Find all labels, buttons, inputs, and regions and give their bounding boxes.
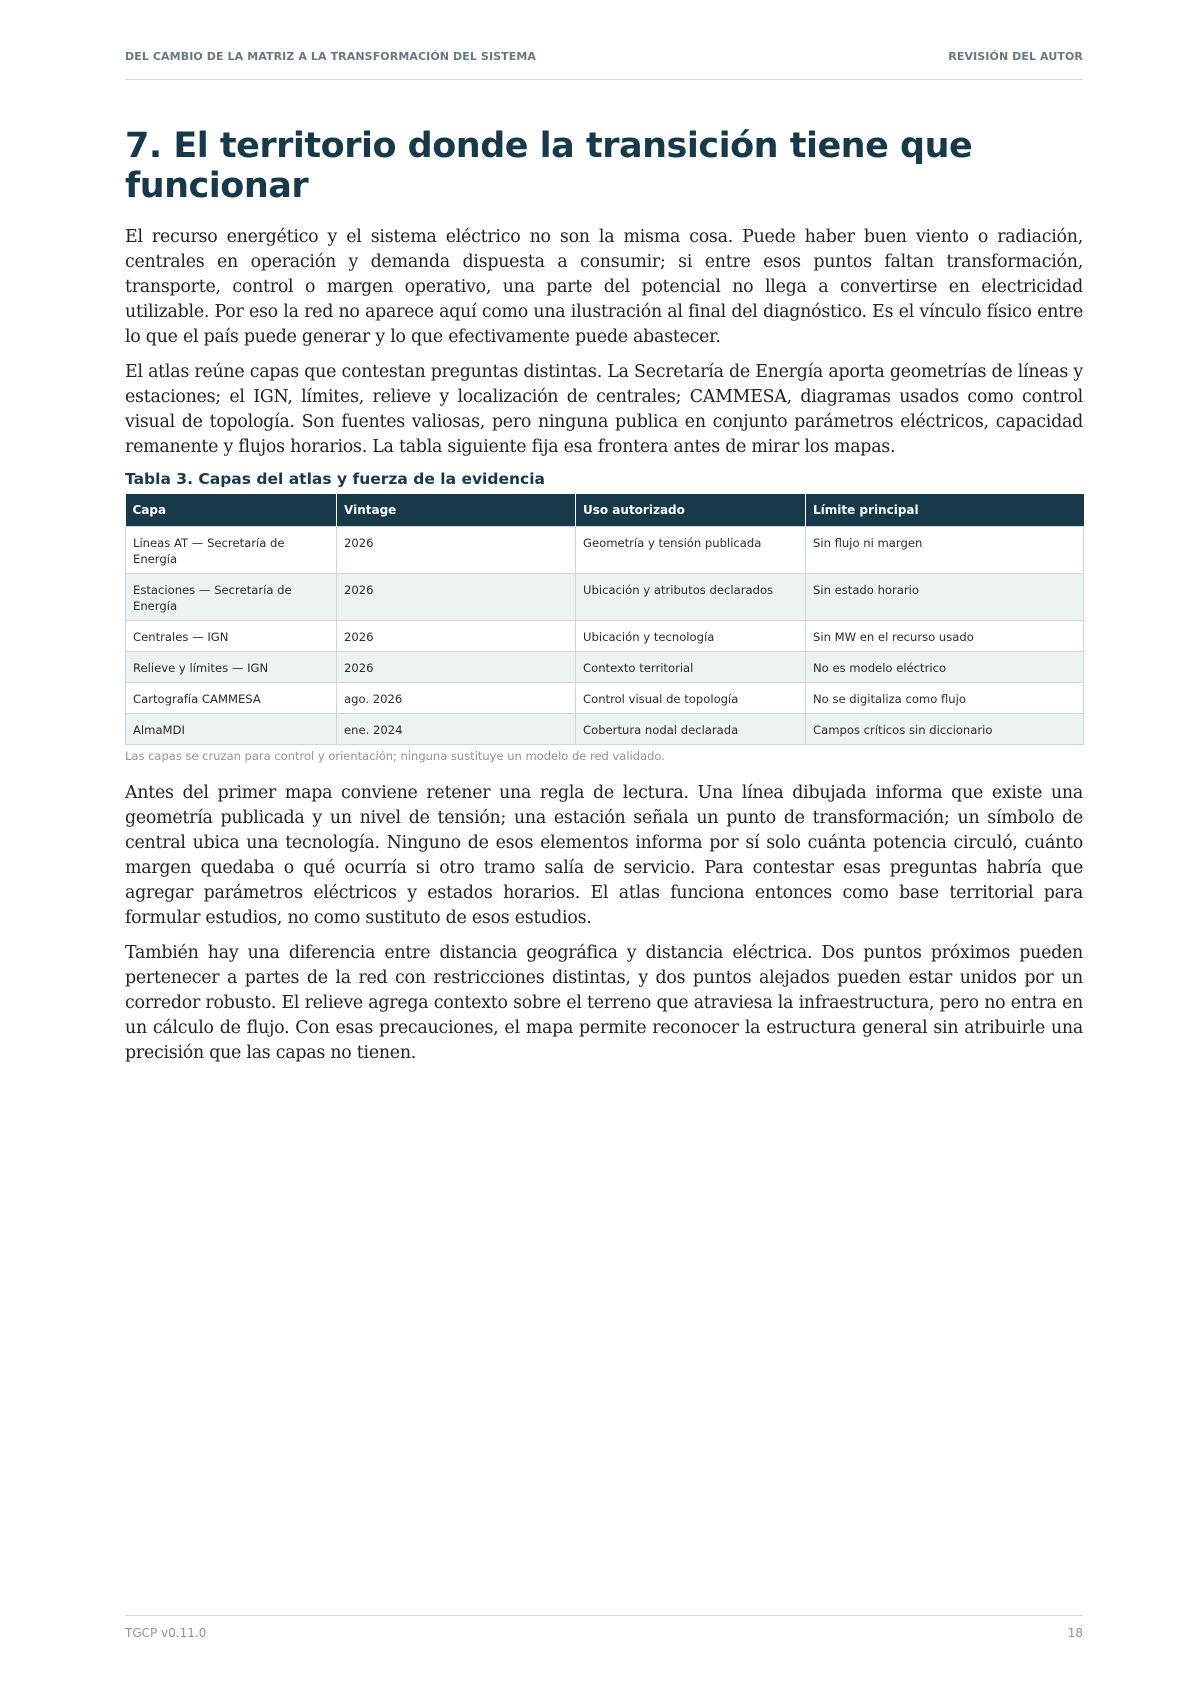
table-cell: AlmaMDI: [126, 713, 337, 744]
running-footer: [125, 1626, 1083, 1640]
table-cell: Ubicación y atributos declarados: [576, 573, 806, 620]
table-row: [126, 573, 1084, 620]
table-cell: Relieve y límites — IGN: [126, 651, 337, 682]
table-cell: Sin flujo ni margen: [806, 526, 1084, 573]
table-cell: 2026: [337, 526, 576, 573]
running-header: [125, 50, 1083, 63]
table-cell: 2026: [337, 573, 576, 620]
table-cell: ago. 2026: [337, 682, 576, 713]
page-number: 18: [1067, 1626, 1083, 1640]
evidence-table: [125, 494, 1084, 745]
table-cell: Sin estado horario: [806, 573, 1084, 620]
table-cell: Contexto territorial: [576, 651, 806, 682]
table-cell: Estaciones — Secretaría de Energía: [126, 573, 337, 620]
body-paragraph: También hay una diferencia entre distancia geográfica y distancia eléctrica. Dos puntos próximos pueden pertenecer a partes de la red con restricciones distintas, y dos puntos alejados pueden estar unidos por un corredor robusto. El relieve agrega contexto sobre el terreno que atraviesa la infraestructura, pero no entra en un cálculo de flujo. Con esas precauciones, el mapa permite reconocer la estructura general sin atribuirle una precisión que las capas no tienen.: [125, 942, 1083, 1063]
table-cell: ene. 2024: [337, 713, 576, 744]
table-cell: Centrales — IGN: [126, 620, 337, 651]
table-row: [126, 651, 1084, 682]
section-content: [125, 126, 1083, 1076]
table-row: [126, 713, 1084, 744]
table-cell: 2026: [337, 651, 576, 682]
table-header-cell: Límite principal: [806, 494, 1084, 527]
table-cell: Ubicación y tecnología: [576, 620, 806, 651]
header-divider: [125, 79, 1083, 80]
footer-divider: [125, 1615, 1083, 1616]
document-version: TGCP v0.11.0: [125, 1626, 207, 1640]
section-title: 7. El territorio donde la transición tiene que funcionar: [125, 126, 973, 207]
table-note: Las capas se cruzan para control y orientación; ninguna sustituye un modelo de red validado.: [125, 748, 665, 763]
table-header-cell: Capa: [126, 494, 337, 527]
table-cell: Sin MW en el recurso usado: [806, 620, 1084, 651]
table-cell: Control visual de topología: [576, 682, 806, 713]
table-cell: Cobertura nodal declarada: [576, 713, 806, 744]
table-row: [126, 682, 1084, 713]
table-row: [126, 620, 1084, 651]
table-row: [126, 526, 1084, 573]
table-header-cell: Uso autorizado: [576, 494, 806, 527]
body-paragraph: El recurso energético y el sistema eléctrico no son la misma cosa. Puede haber buen viento o radiación, centrales en operación y demanda dispuesta a consumir; si entre esos puntos faltan transformación, transporte, control o margen operativo, una parte del potencial no llega a convertirse en electricidad utilizable. Por eso la red no aparece aquí como una ilustración al final del diagnóstico. Es el vínculo físico entre lo que el país puede generar y lo que efectivamente puede abastecer.: [125, 226, 1083, 347]
table-header-row: [126, 494, 1084, 527]
body-paragraph: Antes del primer mapa conviene retener una regla de lectura. Una línea dibujada informa que existe una geometría publicada y un nivel de tensión; una estación señala un punto de transformación; un símbolo de central ubica una tecnología. Ninguno de esos elementos informa por sí solo cuánta potencia circuló, cuánto margen quedaba o qué ocurría si otro tramo salía de servicio. Para contestar esas preguntas habría que agregar parámetros eléctricos y estados horarios. El atlas funciona entonces como base territorial para formular estudios, no como sustituto de esos estudios.: [125, 782, 1083, 928]
table-cell: Cartografía CAMMESA: [126, 682, 337, 713]
table-cell: Líneas AT — Secretaría de Energía: [126, 526, 337, 573]
table-cell: No es modelo eléctrico: [806, 651, 1084, 682]
running-header-status: REVISIÓN DEL AUTOR: [948, 50, 1083, 63]
table-caption: Tabla 3. Capas del atlas y fuerza de la evidencia: [125, 469, 545, 488]
table-cell: Geometría y tensión publicada: [576, 526, 806, 573]
table-cell: 2026: [337, 620, 576, 651]
table-cell: Campos críticos sin diccionario: [806, 713, 1084, 744]
body-paragraph: El atlas reúne capas que contestan preguntas distintas. La Secretaría de Energía aporta geometrías de líneas y estaciones; el IGN, límites, relieve y localización de centrales; CAMMESA, diagramas usados como control visual de topología. Son fuentes valiosas, pero ninguna publica en conjunto parámetros eléctricos, capacidad remanente y flujos horarios. La tabla siguiente fija esa frontera antes de mirar los mapas.: [125, 361, 1083, 457]
table-header-cell: Vintage: [337, 494, 576, 527]
table-cell: No se digitaliza como flujo: [806, 682, 1084, 713]
running-header-title: DEL CAMBIO DE LA MATRIZ A LA TRANSFORMACIÓN DEL SISTEMA: [125, 50, 537, 63]
